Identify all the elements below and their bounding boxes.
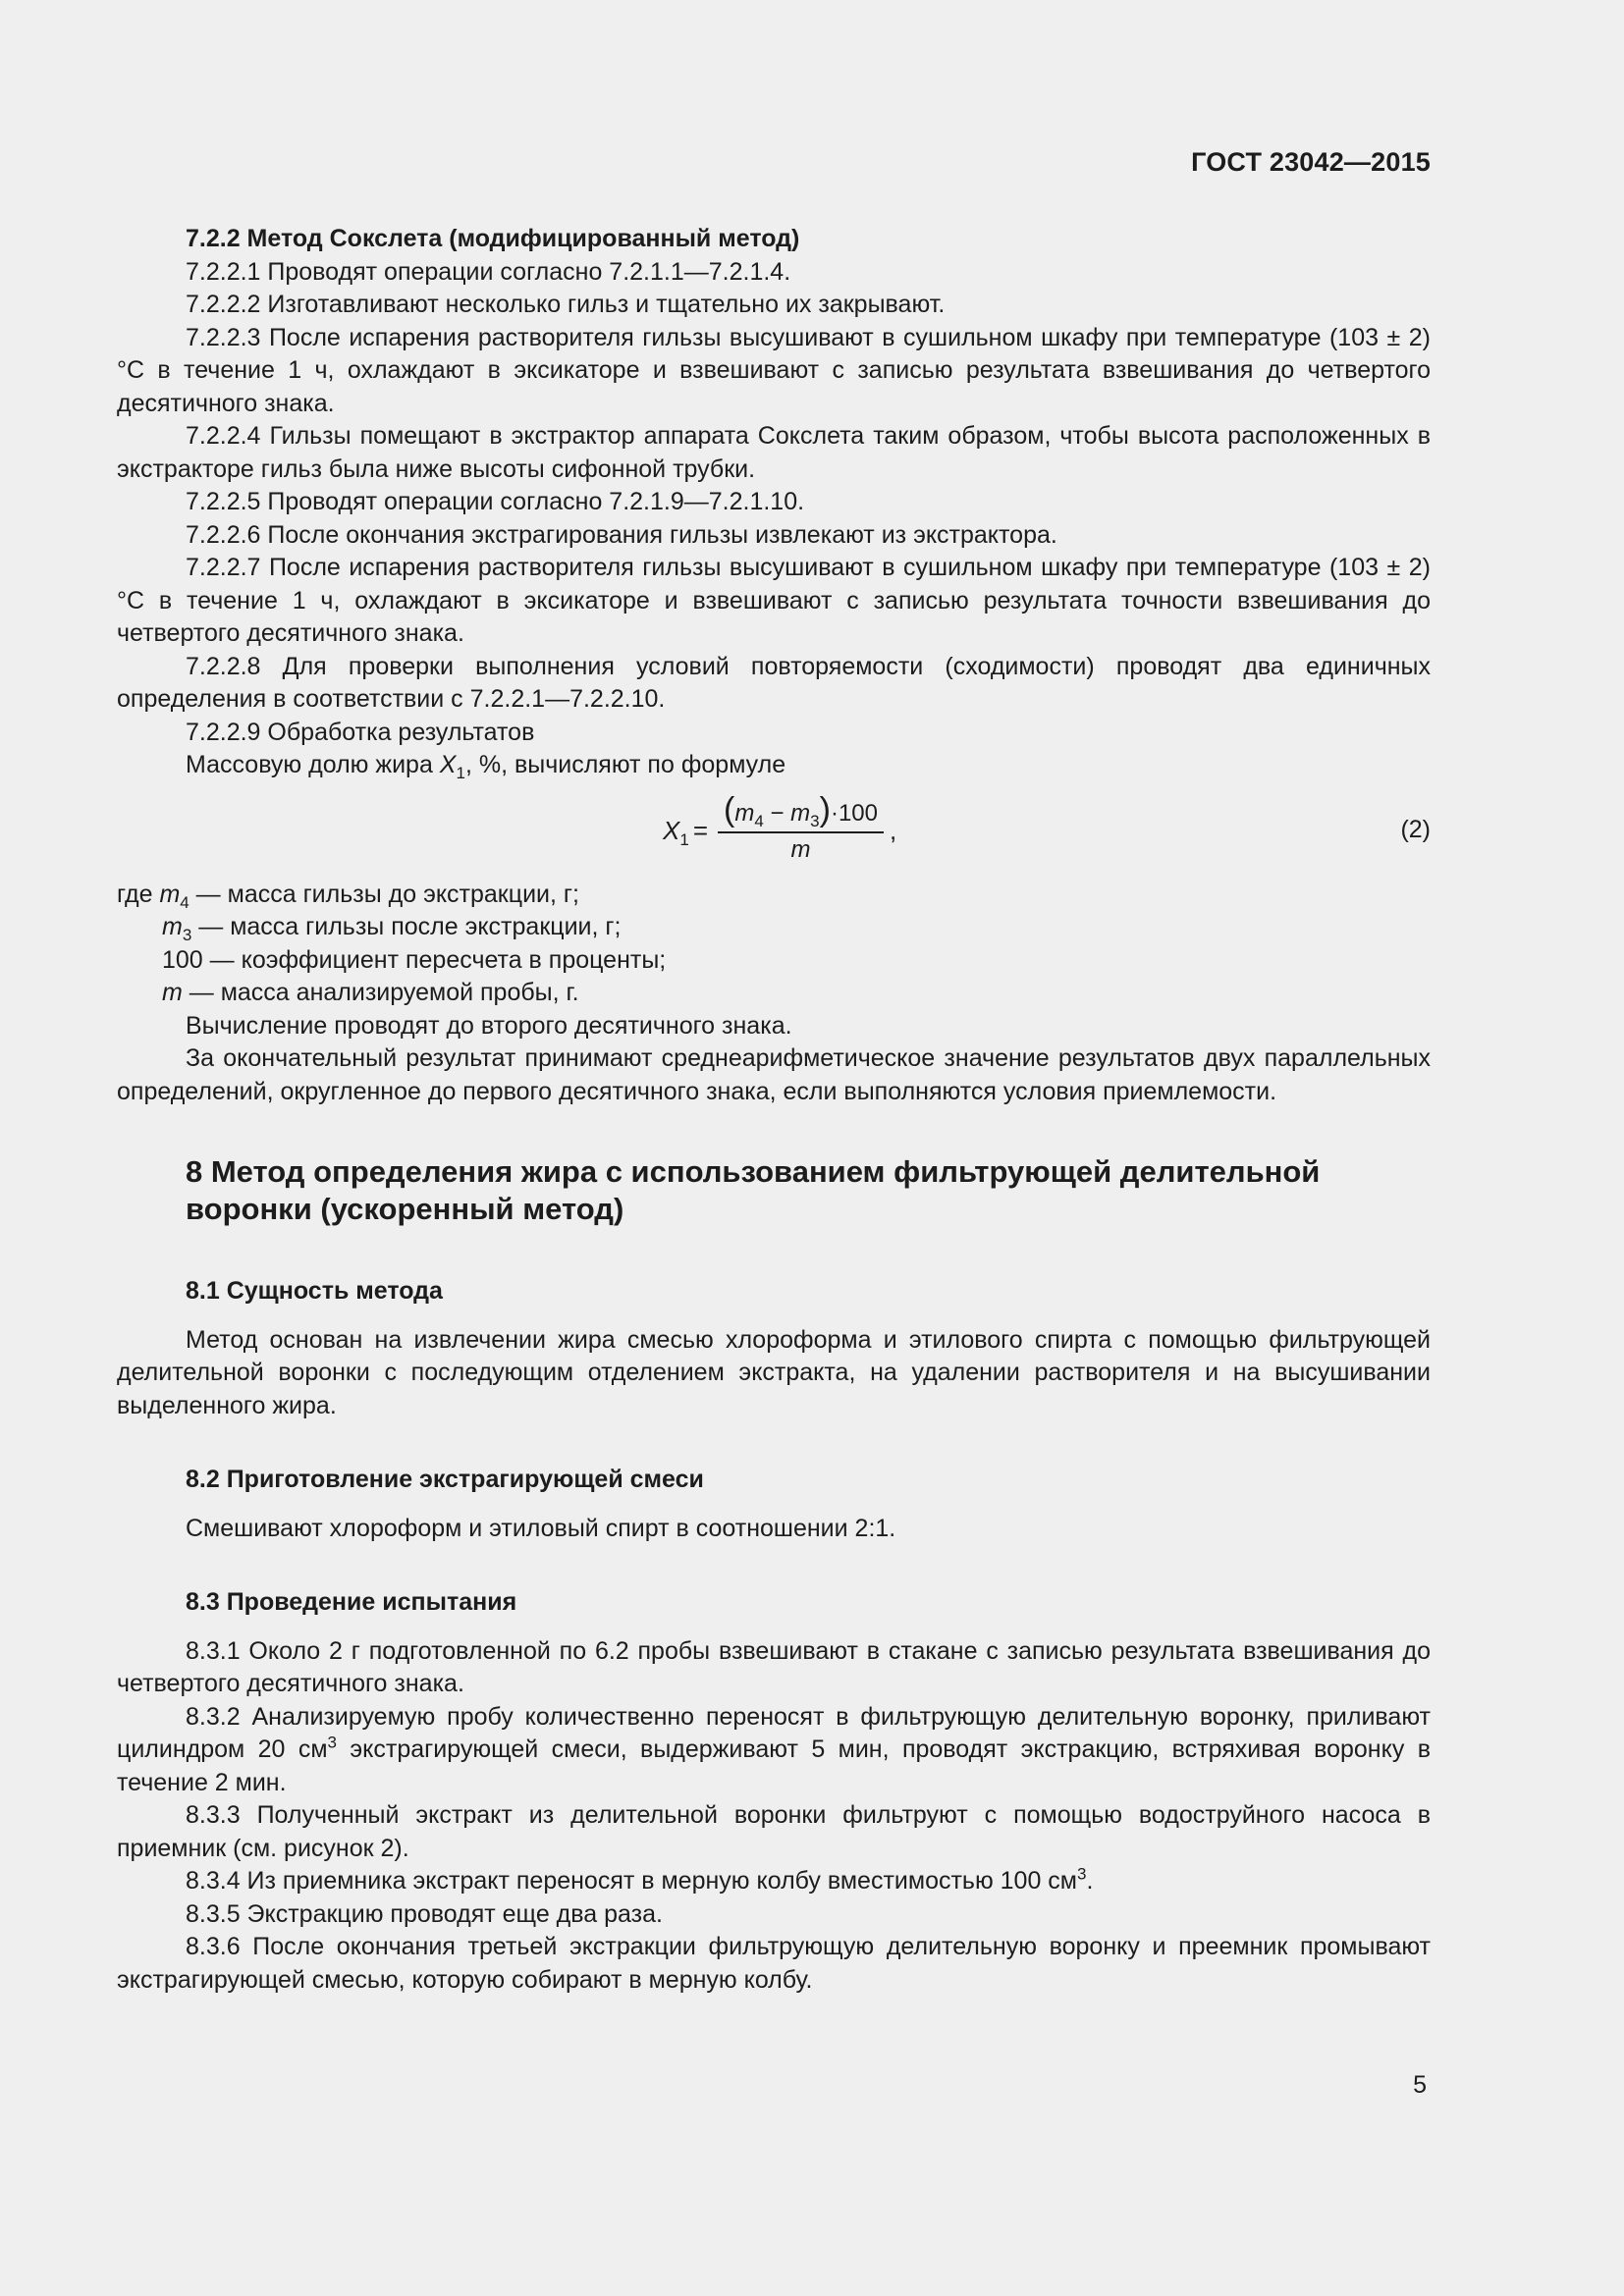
paragraph-7-2-2-6: 7.2.2.6 После окончания экстрагирования гильзы извлекают из экстрактора. [186,520,1057,549]
formula-numerator: $(m_4 - m_3)\cdot 100$ [718,797,884,833]
formula-x1: $X_1$ = $\frac{(m_4 - m_3)\cdot 100}{m}$ , [663,791,897,863]
where-item-m: m — масса анализируемой пробы, г. [162,979,579,1006]
where-item-100: 100 — коэффициент пересчета в проценты; [162,945,667,974]
heading-8-1: 8.1 Сущность метода [186,1277,443,1305]
formula-denominator: m [790,836,811,863]
paragraph-8-3-2: 8.3.2 Анализируемую пробу количественно переносят в фильтрующую делительную воронку, приливают цилиндром 20 $см^3$ экстрагирующей смеси, выдерживают 5 мин, проводят экстракцию, встряхивая воронку в течение 2 мин. [117,1702,1431,1796]
paragraph-8-3-6: 8.3.6 После окончания третьей экстракции фильтрующую делительную воронку и преемник промывают экстрагирующей смесью, которую собирают в мерную колбу. [117,1933,1431,1994]
page-content [117,223,1431,1997]
paragraph-8-3-3: 8.3.3 Полученный экстракт из делительной воронки фильтруют с помощью водоструйного насоса в приемник (см. рисунок 2). [117,1801,1431,1862]
formula-block [117,792,1431,871]
paragraph-7-2-2-2: 7.2.2.2 Изготавливают несколько гильз и тщательно их закрывают. [186,291,946,318]
document-code: ГОСТ 23042—2015 [1191,147,1431,177]
formula-fraction [718,791,884,865]
paragraph-7-2-2-4: 7.2.2.4 Гильзы помещают в экстрактор аппарата Сокслета таким образом, чтобы высота расположенных в экстракторе гильз была ниже высоты сифонной трубки. [117,422,1431,483]
heading-section-8: 8 Метод определения жира с использованием фильтрующей делительной воронки (ускоренный метод) [186,1154,1321,1226]
paragraph-7-2-2-5: 7.2.2.5 Проводят операции согласно 7.2.1.9—7.2.1.10. [186,488,805,515]
paragraph-8-3-5: 8.3.5 Экстракцию проводят еще два раза. [186,1899,663,1928]
paragraph-7-2-2-9: 7.2.2.9 Обработка результатов [186,718,535,746]
paragraph-7-2-2-8: 7.2.2.8 Для проверки выполнения условий повторяемости (сходимости) проводят два единичных определения в соответствии с 7.2.2.1—7.2.2.10. [117,652,1431,713]
paragraph-8-1: Метод основан на извлечении жира смесью хлороформа и этилового спирта с помощью фильтрующей делительной воронки с последующим отделением экстракта, на удалении растворителя и на высушивании выделенного жира. [117,1325,1431,1419]
heading-7-2-2: 7.2.2 Метод Сокслета (модифицированный метод) [186,225,800,252]
formula-intro: Массовую долю жира $X_1$, %, вычисляют по формуле [186,751,786,782]
where-item-m4: где $m_4$ — масса гильзы до экстракции, г; [117,880,579,912]
where-item-m3: $m_3$ — масса гильзы после экстракции, г; [162,913,622,944]
paragraph-calculation: Вычисление проводят до второго десятичного знака. [186,1011,792,1040]
page-number: 5 [1413,2071,1427,2099]
paragraph-7-2-2-7: 7.2.2.7 После испарения растворителя гильзы высушивают в сушильном шкафу при температуре (103 ± 2) °С в течение 1 ч, охлаждают в эксикаторе и взвешивают с записью результата точности взвешивания до четвертого десятичного знака. [117,554,1431,647]
heading-8-2: 8.2 Приготовление экстрагирующей смеси [186,1466,704,1493]
paragraph-8-3-4: 8.3.4 Из приемника экстракт переносят в мерную колбу вместимостью 100 $см^3$. [186,1864,1094,1895]
paragraph-final-result: За окончательный результат принимают среднеарифметическое значение результатов двух параллельных определений, округленное до первого десятичного знака, если выполняются условия приемлемости. [117,1044,1431,1105]
paragraph-8-2: Смешивают хлороформ и этиловый спирт в соотношении 2:1. [186,1514,896,1542]
paragraph-7-2-2-1: 7.2.2.1 Проводят операции согласно 7.2.1.1—7.2.1.4. [186,257,791,286]
paragraph-8-3-1: 8.3.1 Около 2 г подготовленной по 6.2 пробы взвешивают в стакане с записью результата взвешивания до четвертого десятичного знака. [117,1636,1431,1697]
equation-number: (2) [1400,815,1431,843]
heading-8-3: 8.3 Проведение испытания [186,1588,517,1616]
paragraph-7-2-2-3: 7.2.2.3 После испарения растворителя гильзы высушивают в сушильном шкафу при температуре (103 ± 2) °С в течение 1 ч, охлаждают в эксикаторе и взвешивают с записью результата взвешивания до четвертого десятичного знака. [117,323,1431,417]
